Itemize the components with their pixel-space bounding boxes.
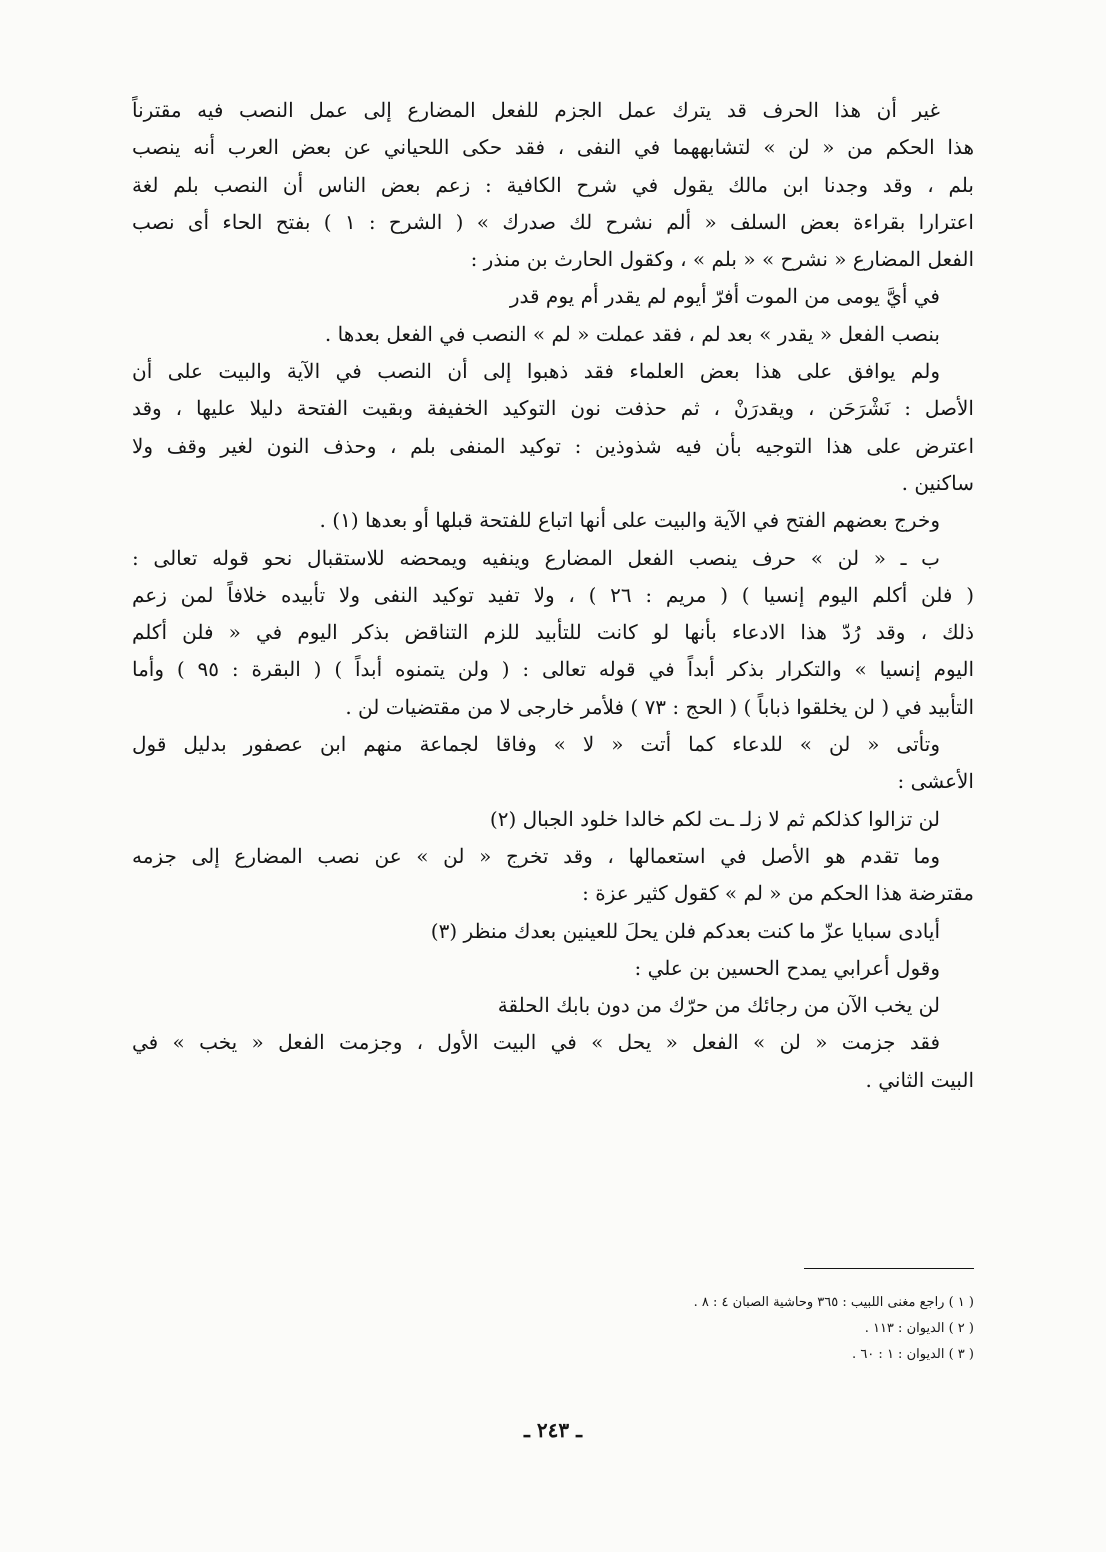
main-text	[132, 92, 974, 1099]
text-line: غير أن هذا الحرف قد يترك عمل الجزم للفعل المضارع إلى عمل النصب فيه مقترناً	[132, 98, 940, 122]
footnote-divider	[804, 1268, 974, 1269]
text-line: فقد جزمت « لن » الفعل « يحل » في البيت الأول ، وجزمت الفعل « يخب » في	[132, 1030, 940, 1055]
text-line: الأصل : نَشْرَحَن ، ويقدرَنْ ، ثم حذفت نون التوكيد الخفيفة وبقيت الفتحة دليلا عليها ، وقد	[132, 396, 974, 421]
verse-line: في أيَّ يومى من الموت أفرّ أيوم لم يقدر أم يوم قدر	[509, 284, 940, 309]
page-number: ـ ٢٤٣ ـ	[524, 1418, 582, 1442]
footnote: ( ٢ ) الديوان : ١١٣ .	[864, 1321, 974, 1336]
text-line: اليوم إنسيا » والتكرار بذكر أبداً في قوله تعالى : ( ولن يتمنوه أبداً ) ( البقرة : ٩٥ ) وأما	[132, 657, 974, 682]
text-line: ولم يوافق على هذا بعض العلماء فقد ذهبوا إلى أن النصب في الآية والبيت على أن	[132, 359, 940, 384]
verse-line: أيادى سبايا عزّ ما كنت بعدكم فلن يحلَ للعينين بعدك منظر (٣)	[430, 918, 940, 943]
text-line: التأبيد في ( لن يخلقوا ذباباً ) ( الحج : ٧٣ ) فلأمر خارجى لا من مقتضيات لن .	[345, 694, 974, 719]
text-line: البيت الثاني .	[865, 1067, 974, 1092]
footnote: ( ٣ ) الديوان : ١ : ٦٠ .	[852, 1347, 974, 1362]
text-line: ساكنين .	[901, 470, 974, 495]
text-line: ذلك ، وقد رُدّ هذا الادعاء بأنها لو كانت للتأبيد للزم التناقض بذكر اليوم في « فلن أكلم	[132, 620, 974, 645]
text-line: مقترضة هذا الحكم من « لم » كقول كثير عزة :	[582, 881, 974, 906]
text-line: الأعشى :	[897, 769, 974, 794]
text-line: وقول أعرابي يمدح الحسين بن علي :	[634, 955, 940, 980]
verse-line: لن يخب الآن من رجائك من حرّك من دون بابك الحلقة	[497, 993, 940, 1018]
text-line: بلم ، وقد وجدنا ابن مالك يقول في شرح الكافية : زعم بعض الناس أن النصب بلم لغة	[132, 172, 974, 197]
footnote: ( ١ ) راجع مغنى اللبيب : ٣٦٥ وحاشية الصبان ٤ : ٨ .	[693, 1295, 974, 1310]
text-line: الفعل المضارع « نشرح » « بلم » ، وكقول الحارث بن منذر :	[470, 247, 974, 272]
text-line: وخرج بعضهم الفتح في الآية والبيت على أنها اتباع للفتحة قبلها أو بعدها (١) .	[319, 508, 940, 533]
text-line: اعترارا بقراءة بعض السلف « ألم نشرح لك صدرك » ( الشرح : ١ ) بفتح الحاء أى نصب	[132, 209, 974, 234]
footnotes	[694, 1290, 974, 1368]
text-line: ب ـ « لن » حرف ينصب الفعل المضارع وينفيه ويمحضه للاستقبال نحو قوله تعالى :	[132, 545, 940, 570]
text-line: وما تقدم هو الأصل في استعمالها ، وقد تخرج « لن » عن نصب المضارع إلى جزمه	[132, 843, 940, 868]
text-line: ( فلن أكلم اليوم إنسيا ) ( مريم : ٢٦ ) ، ولا تفيد توكيد النفى ولا تأبيده خلافاً لمن زعم	[132, 582, 974, 607]
verse-line: لن تزالوا كذلكم ثم لا زلـ ـت لكم خالدا خلود الجبال (٢)	[489, 806, 940, 831]
text-line: بنصب الفعل « يقدر » بعد لم ، فقد عملت « لم » النصب في الفعل بعدها .	[324, 321, 940, 346]
text-line: وتأتى « لن » للدعاء كما أتت « لا » وفاقا لجماعة منهم ابن عصفور بدليل قول	[132, 732, 940, 757]
text-line: اعترض على هذا التوجيه بأن فيه شذوذين : توكيد المنفى بلم ، وحذف النون لغير وقف ولا	[132, 433, 974, 458]
text-line: هذا الحكم من « لن » لتشابههما في النفى ، فقد حكى اللحياني عن بعض العرب أنه ينصب	[132, 135, 974, 160]
